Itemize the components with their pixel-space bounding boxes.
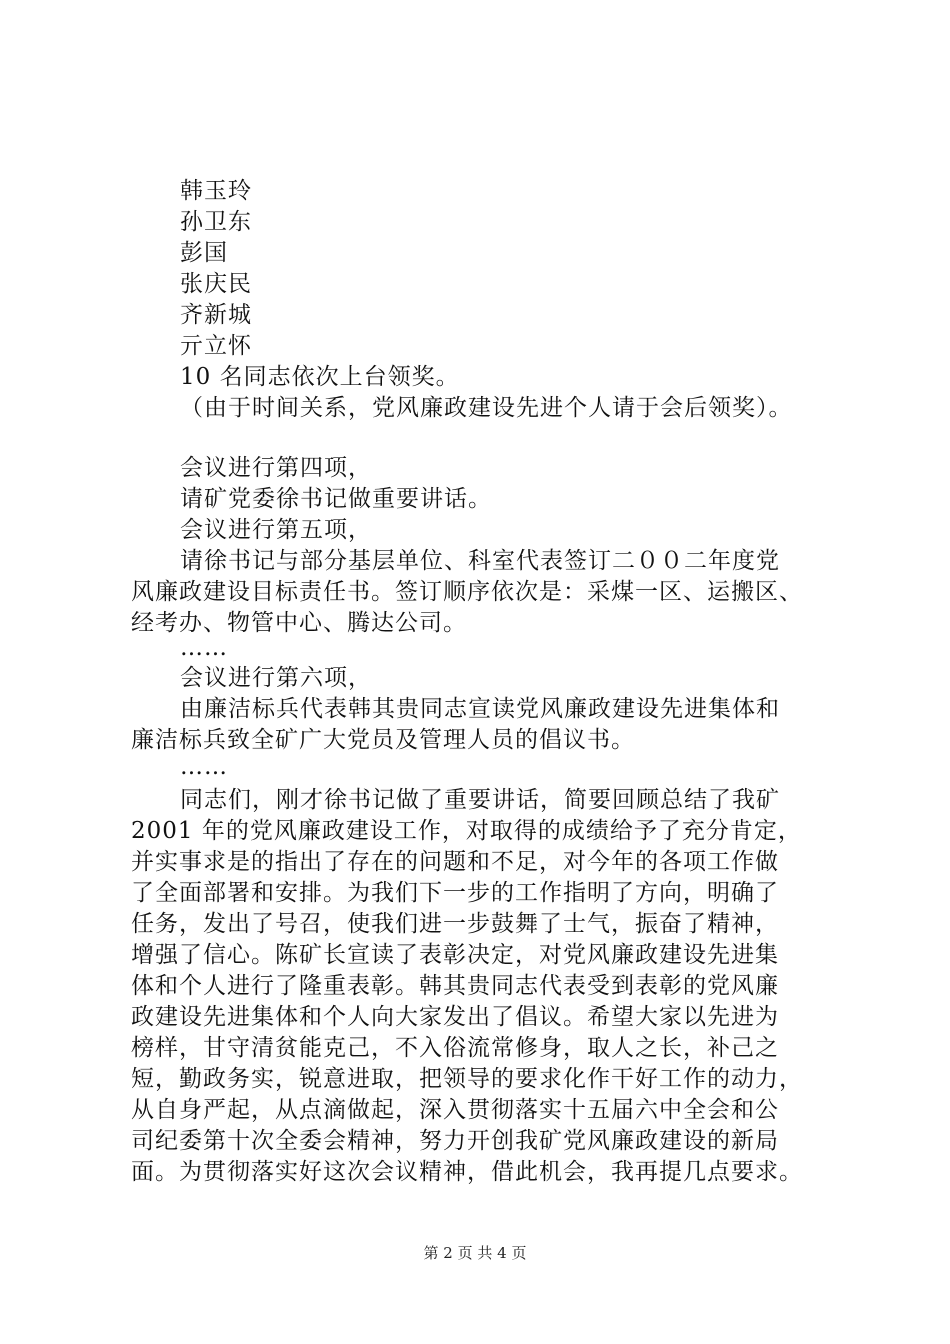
body-line: 面。为贯彻落实好这次会议精神，借此机会，我再提几点要求。 xyxy=(131,1159,803,1185)
body-line: 经考办、物管中心、腾达公司。 xyxy=(131,610,467,636)
body-line: 任务，发出了号召，使我们进一步鼓舞了士气，振奋了精神， xyxy=(131,911,779,937)
body-line: 风廉政建设目标责任书。签订顺序依次是：采煤一区、运搬区、 xyxy=(131,579,803,605)
body-line: （由于时间关系，党风廉政建设先进个人请于会后领奖）。 xyxy=(180,395,793,421)
body-line: 榜样，甘守清贫能克己，不入俗流常修身，取人之长，补己之 xyxy=(131,1035,779,1061)
body-line: 会议进行第五项， xyxy=(180,517,372,543)
body-line: 10 名同志依次上台领奖。 xyxy=(180,364,460,390)
body-line: 会议进行第六项， xyxy=(180,665,372,691)
name-item: 孙卫东 xyxy=(180,209,252,235)
body-line: 请徐书记与部分基层单位、科室代表签订二００二年度党 xyxy=(180,548,780,574)
body-line: 由廉洁标兵代表韩其贵同志宣读党风廉政建设先进集体和 xyxy=(180,696,780,722)
ellipsis-line: …… xyxy=(180,635,228,661)
body-line: 了全面部署和安排。为我们下一步的工作指明了方向，明确了 xyxy=(131,880,779,906)
body-line: 廉洁标兵致全矿广大党员及管理人员的倡议书。 xyxy=(131,727,635,753)
name-item: 齐新城 xyxy=(180,302,252,328)
name-item: 亓立怀 xyxy=(180,333,252,359)
body-line: 请矿党委徐书记做重要讲话。 xyxy=(180,486,492,512)
ellipsis-line: …… xyxy=(180,754,228,780)
body-line: 司纪委第十次全委会精神，努力开创我矿党风廉政建设的新局 xyxy=(131,1128,779,1154)
body-line: 并实事求是的指出了存在的问题和不足，对今年的各项工作做 xyxy=(131,849,779,875)
body-line: 会议进行第四项， xyxy=(180,455,372,481)
page-number-footer: 第 2 页 共 4 页 xyxy=(423,1244,527,1262)
body-line: 增强了信心。陈矿长宣读了表彰决定，对党风廉政建设先进集 xyxy=(131,942,779,968)
body-line: 从自身严起，从点滴做起，深入贯彻落实十五届六中全会和公 xyxy=(131,1097,779,1123)
body-line: 体和个人进行了隆重表彰。韩其贵同志代表受到表彰的党风廉 xyxy=(131,973,779,999)
body-line: 同志们，刚才徐书记做了重要讲话，简要回顾总结了我矿 xyxy=(180,787,780,813)
body-line: 2001 年的党风廉政建设工作，对取得的成绩给予了充分肯定， xyxy=(131,818,802,844)
name-item: 韩玉玲 xyxy=(180,178,252,204)
name-item: 张庆民 xyxy=(180,271,252,297)
body-line: 短，勤政务实，锐意进取，把领导的要求化作干好工作的动力， xyxy=(131,1066,803,1092)
body-line: 政建设先进集体和个人向大家发出了倡议。希望大家以先进为 xyxy=(131,1004,779,1030)
name-item: 彭国 xyxy=(180,240,228,266)
